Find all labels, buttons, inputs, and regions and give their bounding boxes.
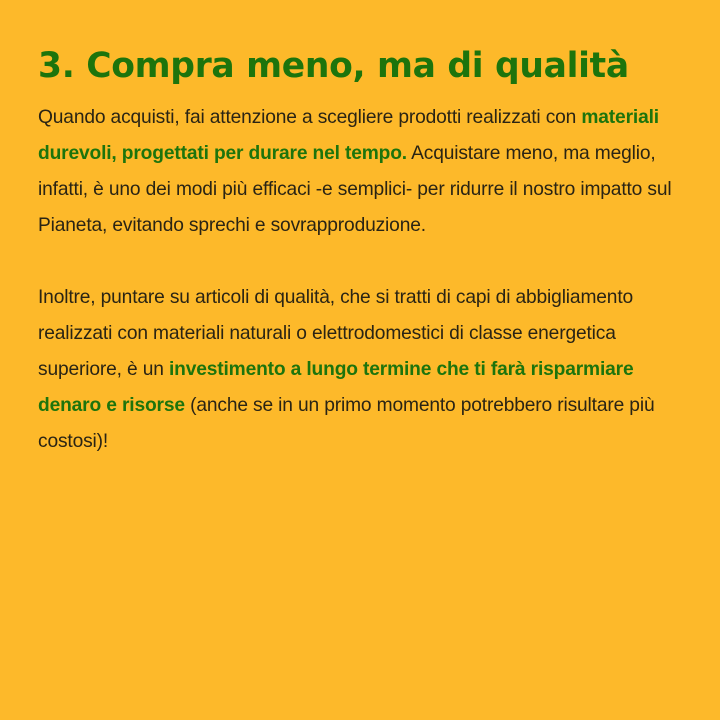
paragraph-text: Acquistare meno, ma meglio, infatti, è uno dei modi più efficaci -e semplici- per ridurre il nostro impatto sul Pianeta, evitando sprechi e sovrapproduzione. — [38, 143, 672, 236]
paragraph-text: Quando acquisti, fai attenzione a scegliere prodotti realizzati con — [38, 107, 582, 128]
highlight-text: investimento a lungo termine che ti farà risparmiare denaro e risorse — [38, 359, 634, 416]
page-title: 3. Compra meno, ma di qualità — [38, 46, 629, 86]
highlight-text: materiali durevoli, progettati per durare nel tempo. — [38, 107, 659, 164]
paragraph-quality-investment — [38, 280, 682, 460]
paragraph-text: (anche se in un primo momento potrebbero risultare più costosi)! — [38, 395, 655, 452]
paragraph-durable-products — [38, 100, 682, 244]
paragraph-text: Inoltre, puntare su articoli di qualità, che si tratti di capi di abbigliamento realizzati con materiali naturali o elettrodomestici di classe energetica superiore, è un — [38, 287, 634, 380]
